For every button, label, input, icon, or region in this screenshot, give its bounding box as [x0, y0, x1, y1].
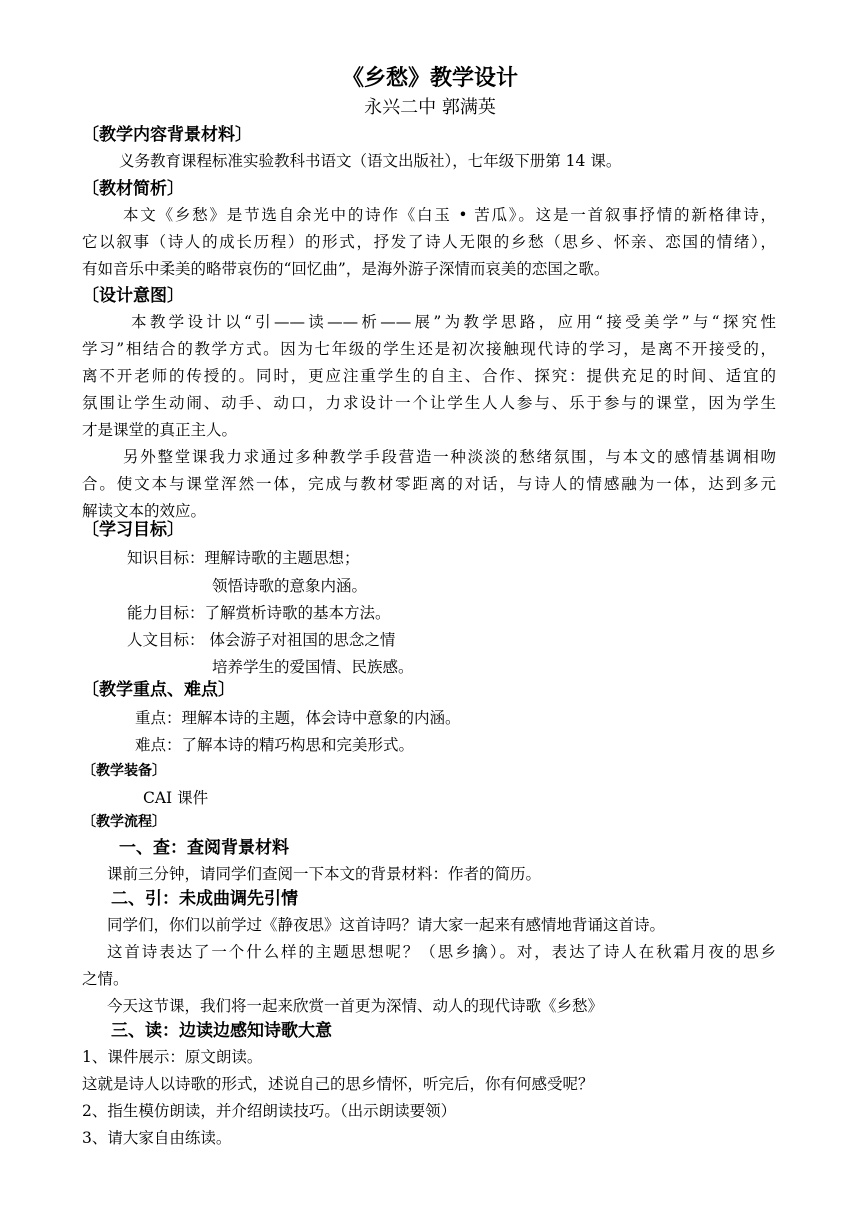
step1-heading: 一、查：查阅背景材料 — [119, 838, 289, 858]
intent-p1-line-3: 离不开老师的传授的。同时，更应注重学生的自主、合作、探究：提供充足的时间、适宜的 — [82, 367, 776, 385]
step3-line-1: 1、课件展示：原文朗读。 — [82, 1048, 263, 1066]
intent-p1-line-1: 本教学设计以“引——读——析——展”为教学思路，应用“接受美学”与“探究性 — [131, 313, 776, 331]
step1-text: 课前三分钟，请同学们查阅一下本文的背景材料：作者的简历。 — [107, 865, 542, 883]
step3-line-3: 2、指生模仿朗读，并介绍朗读技巧。（出示朗读要领） — [82, 1102, 457, 1120]
step2-line-2: 这首诗表达了一个什么样的主题思想呢？（思乡擒）。对，表达了诗人在秋霜月夜的思乡 — [107, 943, 776, 961]
analysis-line-3: 有如音乐中柔美的略带哀伤的“回忆曲”，是海外游子深情而哀美的恋国之歌。 — [82, 260, 610, 278]
step3-line-4: 3、请大家自由练读。 — [82, 1129, 232, 1147]
goal-humanity-2: 培养学生的爱国情、民族感。 — [212, 658, 414, 676]
analysis-line-2: 它以叙事（诗人的成长历程）的形式，抒发了诗人无限的乡愁（思乡、怀亲、恋国的情绪）， — [82, 233, 776, 251]
section-heading-process: 〔教学流程〕 — [82, 814, 166, 830]
section-heading-equipment: 〔教学装备〕 — [82, 763, 166, 779]
goal-ability: 能力目标：了解赏析诗歌的基本方法。 — [127, 604, 391, 622]
step2-line-4: 今天这节课，我们将一起来欣赏一首更为深情、动人的现代诗歌《乡愁》 — [107, 997, 604, 1015]
intent-p1-line-4: 氛围让学生动闹、动手、动口，力求设计一个让学生人人参与、乐于参与的课堂，因为学生 — [82, 394, 776, 412]
step2-line-1: 同学们，你们以前学过《静夜思》这首诗吗？请大家一起来有感情地背诵这首诗。 — [107, 916, 666, 934]
equipment-text: CAI 课件 — [143, 789, 209, 807]
goal-humanity: 人文目标： 体会游子对祖国的思念之情 — [127, 631, 396, 649]
section-text-background: 义务教育课程标准实验教科书语文（语文出版社），七年级下册第 14 课。 — [119, 152, 622, 170]
keypoint-difficulty: 难点：了解本诗的精巧构思和完美形式。 — [135, 736, 415, 754]
intent-p1-line-5: 才是课堂的真正主人。 — [82, 421, 238, 439]
step2-heading: 二、引：未成曲调先引情 — [111, 889, 298, 909]
step3-heading: 三、读：边读边感知诗歌大意 — [111, 1021, 332, 1041]
section-heading-goals: 〔学习目标〕 — [82, 520, 184, 540]
document-author: 永兴二中 郭满英 — [364, 97, 496, 118]
step3-line-2: 这就是诗人以诗歌的形式，述说自己的思乡情怀，听完后，你有何感受呢？ — [82, 1075, 594, 1093]
intent-p2-line-1: 另外整堂课我力求通过多种教学手段营造一种淡淡的愁绪氛围，与本文的感情基调相吻 — [123, 448, 776, 466]
section-heading-background: 〔教学内容背景材料〕 — [82, 125, 252, 145]
goal-knowledge: 知识目标：理解诗歌的主题思想； — [127, 549, 360, 567]
step2-line-3: 之情。 — [82, 970, 129, 988]
intent-p1-line-2: 学习”相结合的教学方式。因为七年级的学生还是初次接触现代诗的学习，是离不开接受的， — [82, 340, 776, 358]
section-heading-keypoints: 〔教学重点、难点〕 — [82, 680, 235, 700]
section-heading-intent: 〔设计意图〕 — [82, 286, 184, 306]
document-title: 《乡愁》教学设计 — [341, 65, 518, 91]
keypoint-focus: 重点：理解本诗的主题，体会诗中意象的内涵。 — [135, 709, 461, 727]
intent-p2-line-3: 解读文本的效应。 — [82, 502, 207, 520]
analysis-line-1: 本文《乡愁》是节选自余光中的诗作《白玉 • 苦瓜》。这是一首叙事抒情的新格律诗， — [123, 206, 776, 224]
section-heading-analysis: 〔教材简析〕 — [82, 179, 184, 199]
intent-p2-line-2: 合。使文本与课堂浑然一体，完成与教材零距离的对话，与诗人的情感融为一体，达到多元 — [82, 475, 776, 493]
goal-knowledge-2: 领悟诗歌的意象内涵。 — [212, 577, 368, 595]
